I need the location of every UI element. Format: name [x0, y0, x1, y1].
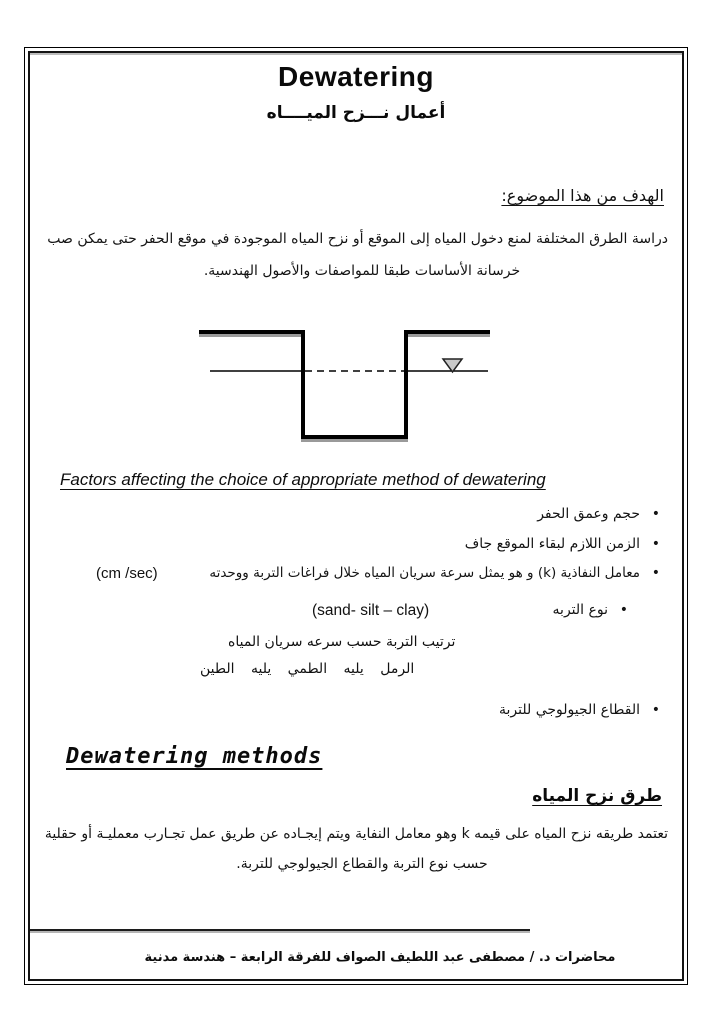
goal-paragraph-line: خرسانة الأساسات طبقا للمواصفات والأصول الهندسية.	[203, 263, 521, 279]
excavation-left-wall	[301, 330, 305, 439]
permeability-unit: (cm /sec)	[96, 565, 158, 582]
methods-paragraph-line: تعتمد طريقه نزح المياه على قيمه k وهو معامل النفاية ويتم إيجـاده عن طريق عمل تجـارب معمليـة أو حقلية	[44, 826, 668, 842]
bullet-item-time-dry	[60, 536, 660, 552]
goal-paragraph-line: دراسة الطرق المختلفة لمنع دخول المياه إلى الموقع أو نزح المياه الموجودة في موقع الحفر حتى يمكن صب	[47, 231, 668, 247]
bullet-text: حجم وعمق الحفر	[537, 506, 640, 522]
methods-heading-english: Dewatering methods	[66, 744, 323, 769]
excavation-diagram	[199, 328, 494, 448]
excavation-bottom	[301, 435, 408, 439]
goal-heading: الهدف من هذا الموضوع:	[501, 186, 664, 205]
bullet-item-size-depth	[60, 506, 660, 522]
methods-paragraph	[44, 819, 668, 879]
factors-heading: Factors affecting the choice of appropriate method of dewatering	[60, 470, 546, 489]
methods-heading-arabic: طرق نزح المياه	[532, 786, 662, 806]
bullet-icon: •	[651, 702, 660, 718]
bullet-text: الزمن اللازم لبقاء الموقع جاف	[464, 536, 640, 552]
bullet-icon: •	[651, 565, 660, 581]
bullet-item-geology	[60, 702, 660, 718]
footer-divider	[30, 929, 530, 931]
ground-hatch-left	[199, 334, 303, 337]
page-border-inner	[28, 51, 684, 981]
bullet-text: معامل النفاذية (k) و هو يمثل سرعة سريان المياه خلال فراغات التربة ووحدته	[209, 565, 640, 581]
bullet-icon: •	[651, 506, 660, 522]
bullet-item-permeability	[96, 565, 660, 582]
page-border-outer	[24, 47, 688, 985]
ground-surface-right	[406, 330, 490, 334]
bullet-text: القطاع الجيولوجي للتربة	[499, 702, 640, 718]
goal-paragraph	[47, 223, 668, 287]
bullet-icon: •	[619, 602, 628, 618]
ground-surface-left	[199, 330, 303, 334]
methods-paragraph-line: حسب نوع التربة والقطاع الجيولوجي للتربة.	[236, 856, 488, 872]
soil-order-title: ترتيب التربة حسب سرعه سريان المياه	[228, 634, 456, 650]
excavation-right-wall	[404, 330, 408, 439]
doc-title: Dewatering	[278, 61, 434, 92]
bullet-icon: •	[651, 536, 660, 552]
ground-hatch-right	[406, 334, 490, 337]
doc-subtitle-arabic: أعمال نـــزح الميــــاه	[266, 103, 446, 123]
excavation-bottom-hatch	[301, 439, 408, 442]
footer-credit: محاضرات د. / مصطفى عبد اللطيف الصواف للفرقة الرابعة – هندسة مدنية	[144, 950, 616, 965]
bullet-text: نوع التربه	[552, 602, 608, 618]
water-table-symbol-icon	[443, 359, 462, 372]
soil-type-english: (sand- silt – clay)	[312, 602, 430, 619]
soil-order-sequence: الرمل يليه الطمي يليه الطين	[200, 661, 415, 677]
